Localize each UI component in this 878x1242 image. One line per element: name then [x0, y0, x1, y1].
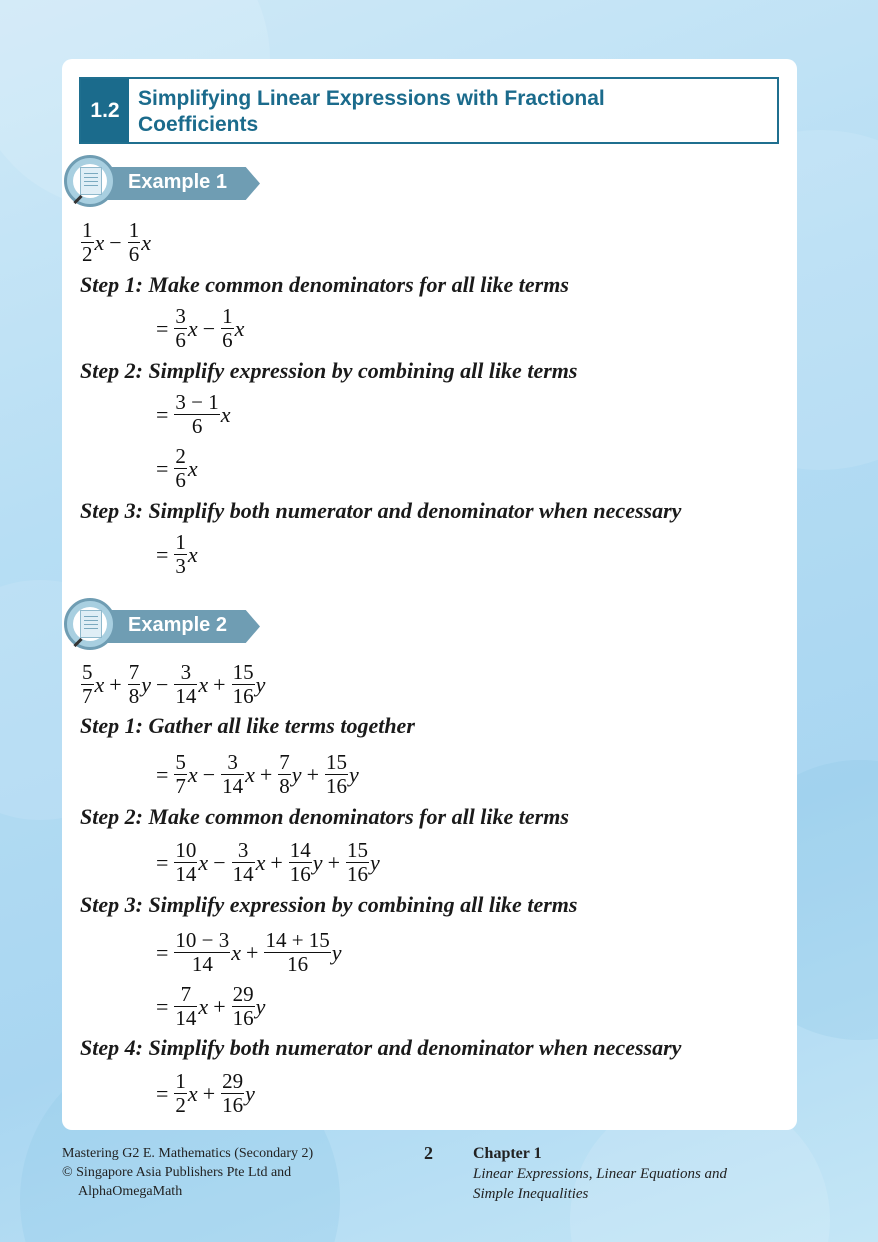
example-2-step-4: Step 4: Simplify both numerator and denominator when necessary [80, 1035, 682, 1060]
fraction: $\frac{1}{2}$ [82, 218, 93, 266]
fraction: $\frac{15}{16}$ [232, 660, 254, 708]
example-2-label: Example 2 [128, 614, 227, 636]
fraction: $\frac{10 - 3}{14}$ [175, 928, 230, 976]
section-title: Simplifying Linear Expressions with Fractional Coefficients [138, 87, 605, 136]
publisher-line-1: © Singapore Asia Publishers Pte Ltd and [62, 1165, 292, 1180]
fraction: $\frac{3}{14}$ [175, 660, 197, 708]
fraction: $\frac{3 - 1}{6}$ [175, 390, 219, 438]
fraction: $\frac{3}{6}$ [175, 304, 186, 352]
fraction: $\frac{3}{14}$ [222, 750, 244, 798]
example-1-step-2: Step 2: Simplify expression by combining all like terms [80, 358, 578, 383]
fraction: $\frac{1}{6}$ [128, 218, 140, 266]
page-number: 2 [424, 1143, 433, 1163]
fraction: $\frac{7}{8}$ [128, 660, 140, 708]
fraction: $\frac{1}{2}$ [175, 1069, 186, 1117]
fraction: $\frac{5}{7}$ [175, 750, 186, 798]
example-2-step-2: Step 2: Make common denominators for all like terms [80, 804, 569, 829]
fraction: $\frac{14}{16}$ [289, 838, 311, 886]
example-1-label: Example 1 [128, 171, 227, 193]
fraction: $\frac{7}{14}$ [175, 982, 197, 1030]
fraction: $\frac{15}{16}$ [346, 838, 368, 886]
fraction: $\frac{1}{3}$ [175, 530, 186, 578]
fraction: $\frac{29}{16}$ [232, 982, 254, 1030]
fraction: $\frac{10}{14}$ [175, 838, 197, 886]
fraction: $\frac{3}{14}$ [232, 838, 254, 886]
fraction: $\frac{29}{16}$ [222, 1069, 244, 1117]
example-1-step-1: Step 1: Make common denominators for all like terms [80, 272, 569, 297]
example-2-step-1: Step 1: Gather all like terms together [80, 713, 415, 738]
chapter-title-line-1: Linear Expressions, Linear Equations and [473, 1166, 728, 1182]
magnifier-document-icon [64, 155, 116, 207]
example-1-step-1-math: = $\frac{3}{6}$ x − $\frac{1}{6}$ x [156, 304, 245, 352]
fraction: $\frac{14 + 15}{16}$ [265, 928, 330, 976]
fraction: $\frac{7}{8}$ [279, 750, 290, 798]
example-1-step-3: Step 3: Simplify both numerator and denominator when necessary [80, 498, 682, 523]
example-2-step-3a-math: = $\frac{10 - 3}{14}$ x + $\frac{14 + 15}{16}$ y [156, 928, 342, 976]
example-1-banner [62, 155, 262, 213]
footer-right [473, 1144, 727, 1204]
section-header [79, 77, 779, 144]
example-2-banner [62, 598, 262, 656]
chapter-title-line-2: Simple Inequalities [473, 1186, 589, 1202]
fraction: $\frac{5}{7}$ [82, 660, 93, 708]
example-2-step-4-math: = $\frac{1}{2}$ x + $\frac{29}{16}$ y [156, 1069, 255, 1117]
fraction: $\frac{15}{16}$ [325, 750, 347, 798]
example-1-step-2a-math: = $\frac{3 - 1}{6}$ x [156, 390, 231, 438]
footer-left [62, 1144, 313, 1201]
section-number: 1.2 [81, 79, 129, 142]
example-2-step-2-math: = $\frac{10}{14}$ x − $\frac{3}{14}$ x + $\frac{14}{16}$ y + $\frac{15}{16}$ y [156, 838, 380, 886]
example-2-step-3b-math: = $\frac{7}{14}$ x + $\frac{29}{16}$ y [156, 982, 266, 1030]
publisher-line-2: AlphaOmegaMath [78, 1184, 183, 1199]
example-2-expression: $\frac{5}{7}$ x + $\frac{7}{8}$ y − $\frac{3}{14}$ x + $\frac{15}{16}$ y [82, 660, 266, 708]
example-1-step-3-math: = $\frac{1}{3}$ x [156, 530, 198, 578]
example-2-step-3: Step 3: Simplify expression by combining all like terms [80, 892, 578, 917]
example-2-step-1-math: = $\frac{5}{7}$ x − $\frac{3}{14}$ x + $\frac{7}{8}$ y + $\frac{15}{16}$ y [156, 750, 359, 798]
example-1-expression: $\frac{1}{2}$ x − $\frac{1}{6}$ x [82, 218, 151, 266]
magnifier-document-icon [64, 598, 116, 650]
book-title: Mastering G2 E. Mathematics (Secondary 2) [62, 1146, 314, 1161]
fraction: $\frac{2}{6}$ [175, 444, 186, 492]
fraction: $\frac{1}{6}$ [222, 304, 233, 352]
chapter-label: Chapter 1 [473, 1145, 542, 1162]
example-1-step-2b-math: = $\frac{2}{6}$ x [156, 444, 198, 492]
